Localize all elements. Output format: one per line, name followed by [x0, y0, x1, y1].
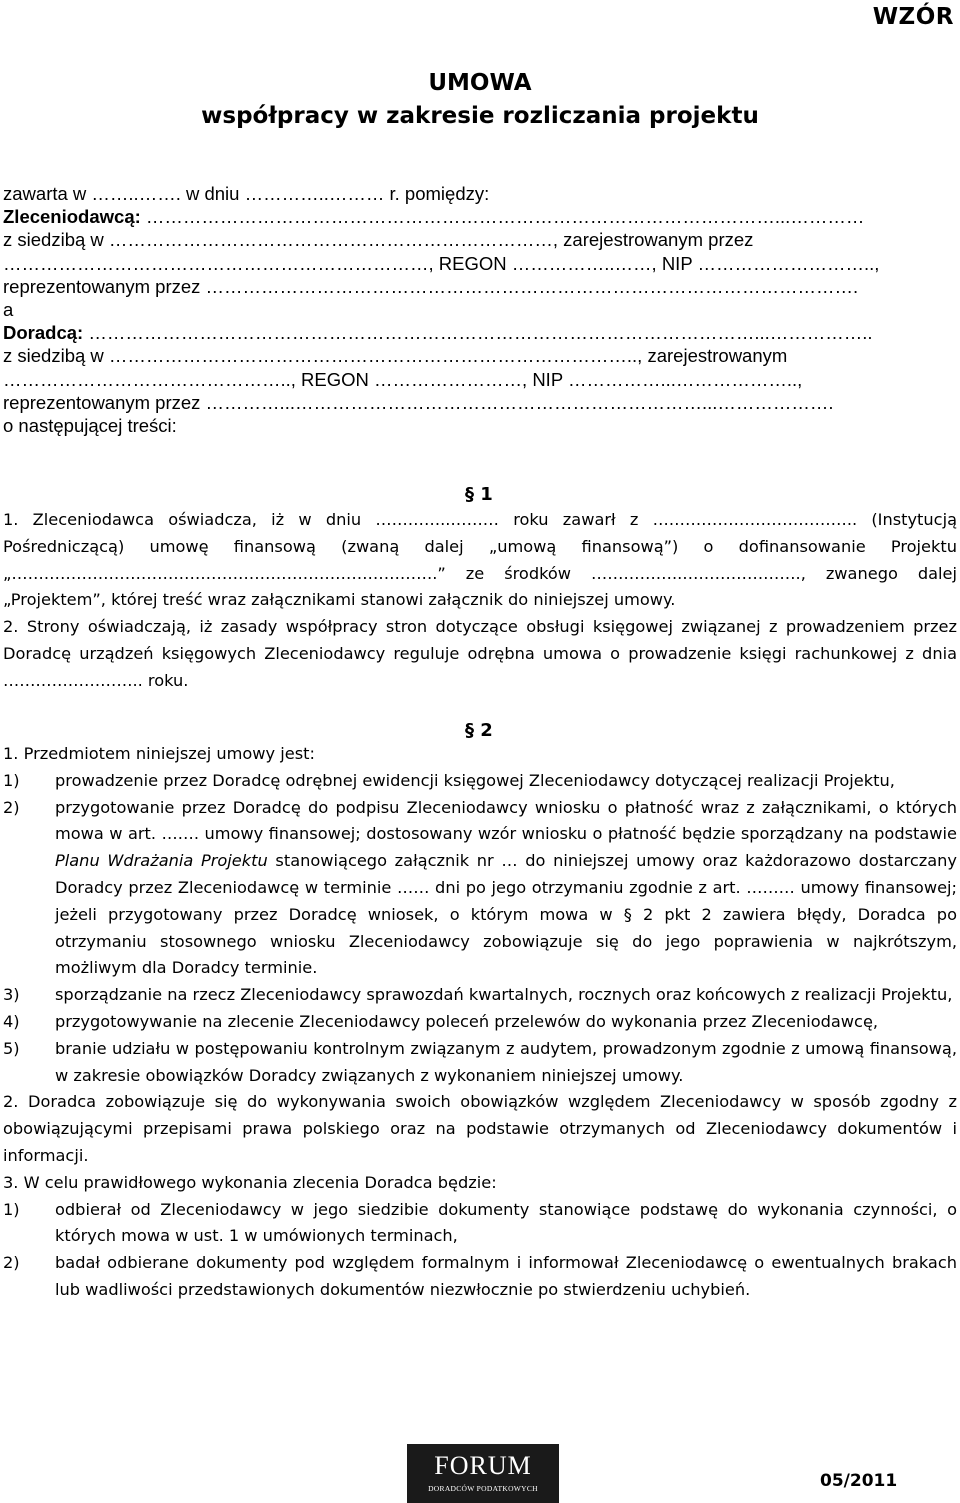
list-item: 2) przygotowanie przez Doradcę do podpisu Zleceniodawcy wniosku o płatność wraz z załącznikami, o których mowa w art. ……. umowy finansowej; dostosowany wzór wniosku o płatność będzie sporządzany na podstawie Planu Wdrażania Projektu stanowiącego załącznik nr … do niniejszej umowy oraz każdorazowo dostarczany Doradcy przez Zleceniodawcę w terminie …… dni po jego otrzymaniu zgodnie z art. ……… umowy finansowej; jeżeli przygotowany przez Doradcę wniosek, o którym mowa w § 2 pkt 2 zawiera błędy, Doradca po otrzymaniu stosownego wniosku Zleceniodawcy zobowiązuje się do jego poprawienia w najkrótszym, możliwym dla Doradcy terminie. — [3, 797, 957, 978]
principal-label: Zleceniodawcą: — [3, 206, 141, 228]
header-line: z siedzibą w ………………………………………………………………………….., zarejestrowanym — [3, 345, 788, 367]
principal-blank: …………………………………………………………………………………………...………… — [140, 206, 865, 228]
list-item: 1) prowadzenie przez Doradcę odrębnej ewidencji księgowej Zleceniodawcy dotyczącej realizacji Projektu, — [3, 770, 895, 790]
section-2-body — [3, 741, 957, 1304]
header-line: zawarta w ……..……. w dniu …………..……… r. pomiędzy: — [3, 183, 490, 204]
header-line: reprezentowanym przez ……………………………………………………………………………………………. — [3, 275, 859, 297]
header-line: reprezentowanym przez …………...…………………………………………………………...………………. — [3, 391, 834, 413]
title-subject: współpracy w zakresie rozliczania projektu — [201, 103, 759, 129]
version-date: 05/2011 — [820, 1471, 898, 1491]
header-line: ……………………………………….., REGON ……………………, NIP ……………...……………….., — [3, 368, 803, 390]
list-item: 5) branie udziału w postępowaniu kontrolnym związanym z audytem, prowadzonym zgodnie z umową finansową, w zakresie obowiązków Doradcy związanych z wykonaniem niniejszej umowy. — [3, 1038, 957, 1085]
plan-title: Planu Wdrażania Projektu — [55, 851, 268, 871]
template-label: WZÓR — [872, 4, 954, 30]
header-line: o następującej treści: — [3, 414, 177, 436]
list-item: 3) sporządzanie na rzecz Zleceniodawcy sprawozdań kwartalnych, rocznych oraz końcowych z realizacji Projektu, — [3, 985, 953, 1005]
header-line — [3, 321, 957, 344]
paragraph: 2. Strony oświadczają, iż zasady współpracy stron dotyczące obsługi księgowej związanej z prowadzeniem przez Doradcę urządzeń księgowych Zleceniodawcy reguluje odrębna umowa o prowadzenie księgi rachunkowej z dnia …………………….. roku. — [3, 617, 957, 690]
paragraph: 2. Doradca zobowiązuje się do wykonywania swoich obowiązków względem Zleceniodawcy w sposób zgodny z obowiązującymi przepisami prawa polskiego oraz na podstawie otrzymanych od Zleceniodawcy dokumentów i informacji. — [3, 1092, 957, 1165]
paragraph: 3. W celu prawidłowego wykonania zlecenia Doradca będzie: — [3, 1172, 497, 1192]
paragraph: 1. Przedmiotem niniejszej umowy jest: — [3, 744, 315, 763]
list-item: 2) badał odbierane dokumenty pod względem formalnym i informował Zleceniodawcę o ewentualnych brakach lub wadliwości przedstawionych dokumentów niezwłocznie po stwierdzeniu uchybień. — [3, 1253, 957, 1299]
advisor-label: Doradcą: — [3, 322, 84, 344]
paragraph: 1. Zleceniodawca oświadcza, iż w dniu …………..……… roku zawarł z ……………………………….. (Instytucją Pośredniczącą) umowę finansową (zwaną dalej „umową finansową”) o dofinansowanie Projektu „…………………………………………………………………….” ze środków ……………..…………………., zwanego dalej „Projektem”, której treść wraz załącznikami stanowi załącznik do niniejszej umowy. — [3, 510, 957, 610]
title-umowa: UMOWA — [428, 70, 532, 96]
header-line — [3, 205, 957, 228]
list-item: 1) odbierał od Zleceniodawcy w jego siedzibie dokumenty stanowiące podstawę do wykonania czynności, o których mowa w ust. 1 w umówionych terminach, — [3, 1199, 957, 1246]
section-1-heading: § 1 — [465, 484, 493, 505]
parties-header — [3, 182, 957, 437]
header-line: ……………………………………………………………, REGON ……………..……, NIP ……………………….., — [3, 252, 880, 274]
section-1-body — [3, 507, 957, 695]
forum-logo: FORUM DORADCÓW PODATKOWYCH — [407, 1444, 559, 1503]
section-2-heading: § 2 — [465, 720, 493, 741]
header-line: a — [3, 298, 14, 320]
advisor-blank: ………………………………………………………………………………………………...…………….. — [83, 322, 873, 344]
header-line: z siedzibą w ………………………………………………………………, zarejestrowanym przez — [3, 229, 754, 251]
list-item: 4) przygotowywanie na zlecenie Zleceniodawcy poleceń przelewów do wykonania przez Zleceniodawcę, — [3, 1011, 879, 1031]
